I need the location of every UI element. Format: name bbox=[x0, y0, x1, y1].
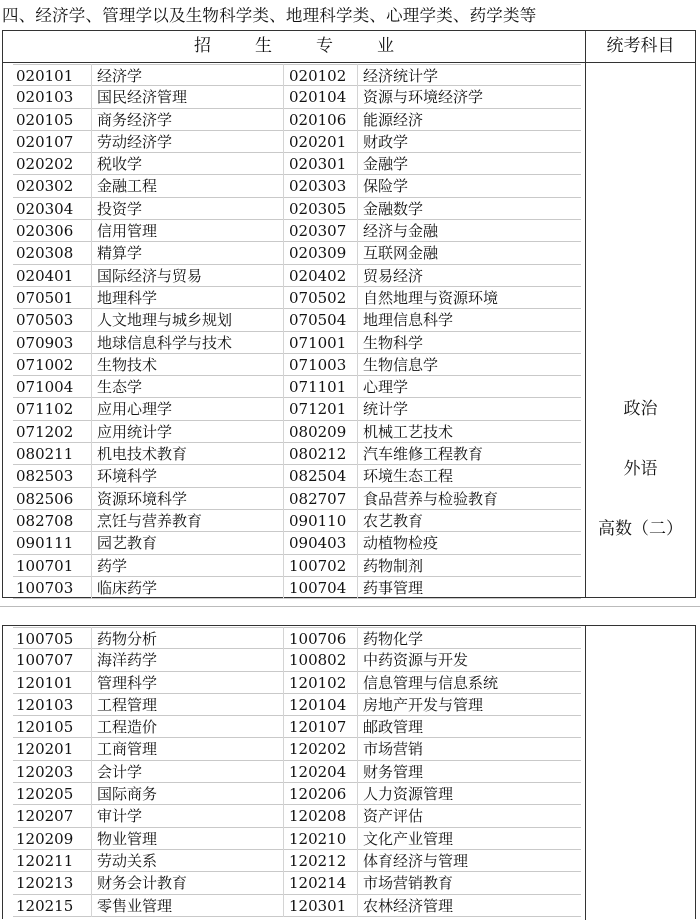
table-row bbox=[13, 309, 581, 331]
major-code: 020104 bbox=[289, 88, 347, 107]
major-name: 人力资源管理 bbox=[363, 785, 454, 804]
subject-advanced-math: 高数（二） bbox=[598, 519, 683, 539]
table-row bbox=[13, 175, 581, 197]
major-code: 020307 bbox=[289, 222, 347, 241]
major-code: 020102 bbox=[289, 67, 347, 85]
major-code: 120104 bbox=[289, 695, 347, 714]
table-row bbox=[13, 895, 581, 917]
table-row bbox=[13, 64, 581, 86]
major-code: 082504 bbox=[289, 467, 347, 486]
table-row bbox=[13, 131, 581, 153]
major-name: 经济学 bbox=[97, 67, 143, 85]
major-name: 资源环境科学 bbox=[97, 489, 188, 508]
table-header bbox=[3, 31, 695, 63]
major-code: 070504 bbox=[289, 311, 347, 330]
major-code: 120209 bbox=[16, 829, 74, 848]
column-divider bbox=[585, 626, 586, 920]
major-code: 071002 bbox=[16, 355, 74, 374]
major-name: 体育经济与管理 bbox=[363, 851, 469, 870]
major-code: 100705 bbox=[16, 630, 74, 648]
major-name: 信用管理 bbox=[97, 222, 158, 241]
major-name: 物业管理 bbox=[97, 829, 158, 848]
table-row bbox=[13, 672, 581, 694]
major-name: 金融工程 bbox=[97, 177, 158, 196]
majors-list bbox=[13, 64, 581, 599]
major-name: 生物信息学 bbox=[363, 355, 439, 374]
major-code: 020101 bbox=[16, 67, 74, 85]
major-name: 审计学 bbox=[97, 807, 143, 826]
cell-divider bbox=[283, 64, 284, 599]
table-row bbox=[13, 805, 581, 827]
major-name: 药学 bbox=[97, 556, 128, 575]
major-name: 能源经济 bbox=[363, 110, 424, 129]
table-row bbox=[13, 783, 581, 805]
major-code: 020402 bbox=[289, 266, 347, 285]
table-row bbox=[13, 153, 581, 175]
table-row bbox=[13, 510, 581, 532]
table-row bbox=[13, 287, 581, 309]
table-row bbox=[13, 649, 581, 671]
major-code: 020401 bbox=[16, 266, 74, 285]
table-row bbox=[13, 532, 581, 554]
major-name: 自然地理与资源环境 bbox=[363, 288, 499, 307]
major-name: 生物科学 bbox=[363, 333, 424, 352]
major-code: 120205 bbox=[16, 785, 74, 804]
major-code: 082707 bbox=[289, 489, 347, 508]
table-row bbox=[13, 421, 581, 443]
major-name: 经济统计学 bbox=[363, 67, 439, 85]
major-name: 商务经济学 bbox=[97, 110, 173, 129]
major-name: 劳动关系 bbox=[97, 851, 158, 870]
major-name: 人文地理与城乡规划 bbox=[97, 311, 233, 330]
cell-divider bbox=[283, 627, 284, 917]
major-name: 劳动经济学 bbox=[97, 132, 173, 151]
major-code: 020202 bbox=[16, 155, 74, 174]
table-row bbox=[13, 872, 581, 894]
major-code: 020309 bbox=[289, 244, 347, 263]
major-name: 财务会计教育 bbox=[97, 874, 188, 893]
major-code: 100702 bbox=[289, 556, 347, 575]
major-name: 工程造价 bbox=[97, 718, 158, 737]
major-name: 应用统计学 bbox=[97, 422, 173, 441]
major-code: 100704 bbox=[289, 578, 347, 597]
major-name: 投资学 bbox=[97, 199, 143, 218]
table-row bbox=[13, 577, 581, 599]
table-row bbox=[13, 242, 581, 264]
cell-divider bbox=[91, 627, 92, 917]
major-code: 082503 bbox=[16, 467, 74, 486]
major-name: 药物分析 bbox=[97, 630, 158, 648]
major-code: 100703 bbox=[16, 578, 74, 597]
major-code: 082708 bbox=[16, 511, 74, 530]
major-name: 机械工艺技术 bbox=[363, 422, 454, 441]
major-code: 020303 bbox=[289, 177, 347, 196]
major-code: 120206 bbox=[289, 785, 347, 804]
major-code: 120103 bbox=[16, 695, 74, 714]
major-code: 120215 bbox=[16, 896, 74, 915]
major-name: 管理科学 bbox=[97, 673, 158, 692]
table-row bbox=[13, 761, 581, 783]
major-name: 金融学 bbox=[363, 155, 409, 174]
major-code: 090110 bbox=[289, 511, 347, 530]
table-row bbox=[13, 265, 581, 287]
major-name: 农林经济管理 bbox=[363, 896, 454, 915]
table-row bbox=[13, 198, 581, 220]
major-code: 100701 bbox=[16, 556, 74, 575]
major-code: 100802 bbox=[289, 651, 347, 670]
major-name: 园艺教育 bbox=[97, 534, 158, 553]
major-code: 120213 bbox=[16, 874, 74, 893]
major-code: 071003 bbox=[289, 355, 347, 374]
major-name: 国民经济管理 bbox=[97, 88, 188, 107]
major-name: 动植物检疫 bbox=[363, 534, 439, 553]
major-code: 020308 bbox=[16, 244, 74, 263]
major-code: 071101 bbox=[289, 378, 347, 397]
major-code: 100706 bbox=[289, 630, 347, 648]
major-name: 工商管理 bbox=[97, 740, 158, 759]
major-name: 保险学 bbox=[363, 177, 409, 196]
major-name: 零售业管理 bbox=[97, 896, 173, 915]
major-name: 邮政管理 bbox=[363, 718, 424, 737]
major-code: 070503 bbox=[16, 311, 74, 330]
major-name: 财务管理 bbox=[363, 762, 424, 781]
major-name: 国际商务 bbox=[97, 785, 158, 804]
major-code: 071001 bbox=[289, 333, 347, 352]
major-name: 药物制剂 bbox=[363, 556, 424, 575]
major-name: 心理学 bbox=[363, 378, 409, 397]
major-code: 080211 bbox=[16, 445, 74, 464]
major-code: 071201 bbox=[289, 400, 347, 419]
majors-list bbox=[13, 627, 581, 917]
table-row bbox=[13, 627, 581, 649]
major-code: 120204 bbox=[289, 762, 347, 781]
exam-subjects bbox=[586, 62, 695, 597]
major-code: 071004 bbox=[16, 378, 74, 397]
major-code: 120105 bbox=[16, 718, 74, 737]
cell-divider bbox=[357, 64, 358, 599]
major-code: 020304 bbox=[16, 199, 74, 218]
subject-foreign-language: 外语 bbox=[623, 459, 658, 479]
major-name: 地理科学 bbox=[97, 288, 158, 307]
major-name: 汽车维修工程教育 bbox=[363, 445, 484, 464]
cell-divider bbox=[91, 64, 92, 599]
major-name: 工程管理 bbox=[97, 695, 158, 714]
major-name: 地球信息科学与技术 bbox=[97, 333, 233, 352]
major-name: 应用心理学 bbox=[97, 400, 173, 419]
major-code: 020107 bbox=[16, 132, 74, 151]
major-code: 120214 bbox=[289, 874, 347, 893]
major-name: 税收学 bbox=[97, 155, 143, 174]
major-name: 精算学 bbox=[97, 244, 143, 263]
major-code: 120202 bbox=[289, 740, 347, 759]
major-code: 020302 bbox=[16, 177, 74, 196]
major-name: 市场营销 bbox=[363, 740, 424, 759]
major-code: 082506 bbox=[16, 489, 74, 508]
majors-table-page-1 bbox=[2, 30, 696, 598]
major-name: 中药资源与开发 bbox=[363, 651, 469, 670]
major-name: 房地产开发与管理 bbox=[363, 695, 484, 714]
major-name: 文化产业管理 bbox=[363, 829, 454, 848]
major-code: 020301 bbox=[289, 155, 347, 174]
major-code: 071202 bbox=[16, 422, 74, 441]
major-code: 120201 bbox=[16, 740, 74, 759]
major-code: 120107 bbox=[289, 718, 347, 737]
subject-politics: 政治 bbox=[623, 399, 658, 419]
major-name: 生态学 bbox=[97, 378, 143, 397]
major-name: 统计学 bbox=[363, 400, 409, 419]
header-majors: 招生专业 bbox=[194, 36, 438, 56]
major-name: 环境科学 bbox=[97, 467, 158, 486]
major-name: 资源与环境经济学 bbox=[363, 88, 484, 107]
table-row bbox=[13, 443, 581, 465]
major-code: 120101 bbox=[16, 673, 74, 692]
table-row bbox=[13, 716, 581, 738]
major-code: 090111 bbox=[16, 534, 74, 553]
section-heading: 四、经济学、管理学以及生物科学类、地理科学类、心理学类、药学类等 bbox=[2, 6, 537, 25]
major-code: 090403 bbox=[289, 534, 347, 553]
major-code: 020106 bbox=[289, 110, 347, 129]
table-row bbox=[13, 398, 581, 420]
major-code: 120207 bbox=[16, 807, 74, 826]
table-row bbox=[13, 850, 581, 872]
major-name: 国际经济与贸易 bbox=[97, 266, 203, 285]
major-code: 080209 bbox=[289, 422, 347, 441]
major-code: 120208 bbox=[289, 807, 347, 826]
major-name: 资产评估 bbox=[363, 807, 424, 826]
major-name: 海洋药学 bbox=[97, 651, 158, 670]
cell-divider bbox=[357, 627, 358, 917]
major-name: 地理信息科学 bbox=[363, 311, 454, 330]
major-code: 020201 bbox=[289, 132, 347, 151]
header-exam-subjects: 统考科目 bbox=[606, 36, 675, 56]
major-name: 信息管理与信息系统 bbox=[363, 673, 499, 692]
major-code: 120301 bbox=[289, 896, 347, 915]
major-code: 120102 bbox=[289, 673, 347, 692]
major-name: 农艺教育 bbox=[363, 511, 424, 530]
table-row bbox=[13, 488, 581, 510]
major-code: 020305 bbox=[289, 199, 347, 218]
table-row bbox=[13, 828, 581, 850]
major-name: 市场营销教育 bbox=[363, 874, 454, 893]
major-code: 070501 bbox=[16, 288, 74, 307]
major-code: 070502 bbox=[289, 288, 347, 307]
table-row bbox=[13, 555, 581, 577]
major-name: 财政学 bbox=[363, 132, 409, 151]
major-name: 生物技术 bbox=[97, 355, 158, 374]
table-row bbox=[13, 354, 581, 376]
major-code: 100707 bbox=[16, 651, 74, 670]
major-name: 金融数学 bbox=[363, 199, 424, 218]
major-name: 临床药学 bbox=[97, 578, 158, 597]
major-code: 071102 bbox=[16, 400, 74, 419]
table-row bbox=[13, 109, 581, 131]
major-code: 120210 bbox=[289, 829, 347, 848]
table-row bbox=[13, 738, 581, 760]
table-row bbox=[13, 465, 581, 487]
major-name: 食品营养与检验教育 bbox=[363, 489, 499, 508]
major-name: 会计学 bbox=[97, 762, 143, 781]
table-row bbox=[13, 376, 581, 398]
majors-table-page-2 bbox=[2, 625, 696, 919]
major-code: 080212 bbox=[289, 445, 347, 464]
table-row bbox=[13, 220, 581, 242]
major-code: 070903 bbox=[16, 333, 74, 352]
major-code: 120212 bbox=[289, 851, 347, 870]
major-name: 烹饪与营养教育 bbox=[97, 511, 203, 530]
table-row bbox=[13, 86, 581, 108]
major-name: 互联网金融 bbox=[363, 244, 439, 263]
major-name: 经济与金融 bbox=[363, 222, 439, 241]
table-row bbox=[13, 694, 581, 716]
major-code: 020105 bbox=[16, 110, 74, 129]
page-break bbox=[0, 606, 700, 621]
major-name: 贸易经济 bbox=[363, 266, 424, 285]
major-code: 020306 bbox=[16, 222, 74, 241]
major-code: 120203 bbox=[16, 762, 74, 781]
major-name: 药事管理 bbox=[363, 578, 424, 597]
major-code: 020103 bbox=[16, 88, 74, 107]
major-name: 机电技术教育 bbox=[97, 445, 188, 464]
table-row bbox=[13, 332, 581, 354]
major-name: 环境生态工程 bbox=[363, 467, 454, 486]
major-name: 药物化学 bbox=[363, 630, 424, 648]
major-code: 120211 bbox=[16, 851, 74, 870]
